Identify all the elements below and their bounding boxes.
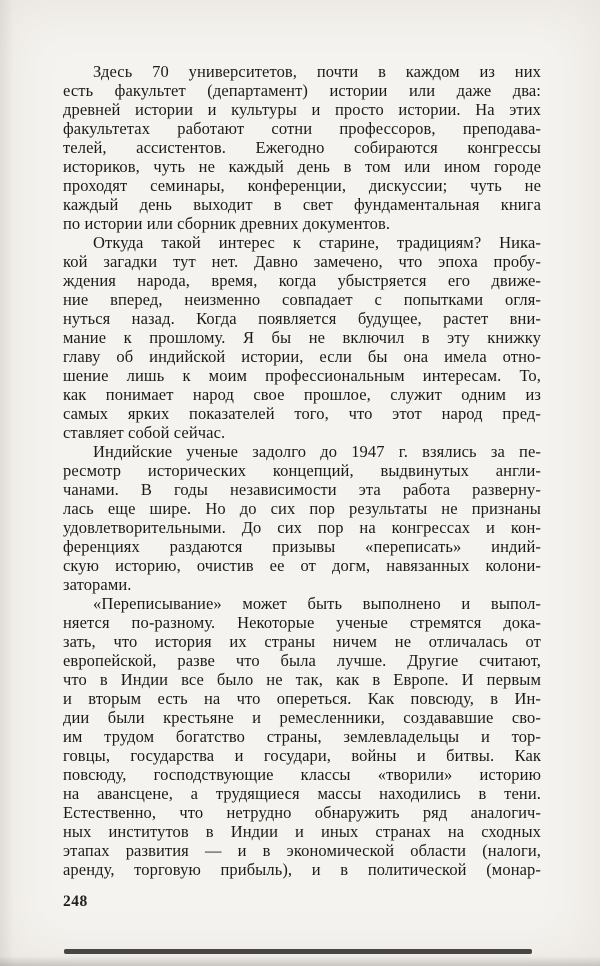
text-line: мание к прошлому. Я бы не включил в эту книжку bbox=[63, 328, 541, 347]
text-line: на авансцене, а трудящиеся массы находились в тени. bbox=[63, 784, 541, 803]
text-line: нуться назад. Когда появляется будущее, растет вни- bbox=[63, 309, 541, 328]
scan-artifact-bottom-line bbox=[64, 949, 532, 954]
text-line: ждения народа, время, когда убыстряется его движе- bbox=[63, 271, 541, 290]
text-line: каждый день выходит в свет фундаментальная книга bbox=[63, 195, 541, 214]
text-line: лась еще шире. Но до сих пор результаты не признаны bbox=[63, 499, 541, 518]
text-line: чанами. В годы независимости эта работа разверну- bbox=[63, 480, 541, 499]
text-line: по истории или сборник древних документов. bbox=[63, 214, 391, 233]
text-line: проходят семинары, конференции, дискуссии; чуть не bbox=[63, 176, 541, 195]
text-line: как понимает народ свое прошлое, служит одним из bbox=[63, 385, 541, 404]
text-line: аренду, торговую прибыль), и в политической (монар- bbox=[63, 860, 541, 879]
text-line: ставляет собой сейчас. bbox=[63, 423, 226, 442]
scan-edge-shadow-left bbox=[0, 0, 14, 966]
text-line: европейской, разве что была лучше. Другие считают, bbox=[63, 651, 541, 670]
text-line: ресмотр исторических концепций, выдвинутых англи- bbox=[63, 461, 541, 480]
text-line: есть факультет (департамент) истории или даже два: bbox=[63, 81, 541, 100]
text-line: Здесь 70 университетов, почти в каждом из них bbox=[93, 62, 541, 81]
text-line: удовлетворительными. До сих пор на конгрессах и кон- bbox=[63, 518, 541, 537]
text-line: дии были крестьяне и ремесленники, создававшие сво- bbox=[63, 708, 541, 727]
text-line: скую историю, очистив ее от догм, навязанных колони- bbox=[63, 556, 541, 575]
text-line: ных институтов в Индии и иных странах на сходных bbox=[63, 822, 541, 841]
text-line: древней истории и культуры и просто истории. На этих bbox=[63, 100, 541, 119]
page-number: 248 bbox=[63, 893, 88, 910]
text-line: самых ярких показателей того, что этот народ пред- bbox=[63, 404, 541, 423]
text-line: зать, что история их страны ничем не отличалась от bbox=[63, 632, 541, 651]
text-line: телей, ассистентов. Ежегодно собираются конгрессы bbox=[63, 138, 541, 157]
text-line: Откуда такой интерес к старине, традициям? Ника- bbox=[93, 233, 541, 252]
text-line: Естественно, что нетрудно обнаружить ряд аналогич- bbox=[63, 803, 541, 822]
text-line: «Переписывание» может быть выполнено и выпол- bbox=[93, 594, 541, 613]
text-line: шение лишь к моим профессиональным интересам. То, bbox=[63, 366, 541, 385]
text-line: им трудом богатство страны, землевладельцы и тор- bbox=[63, 727, 541, 746]
text-line: главу об индийской истории, если бы она имела отно- bbox=[63, 347, 541, 366]
text-line: что в Индии все было не так, как в Европе. И первым bbox=[63, 670, 541, 689]
scan-edge-shadow-bottom bbox=[0, 956, 600, 966]
text-line: историков, чуть не каждый день в том или ином городе bbox=[63, 157, 541, 176]
text-line: заторами. bbox=[63, 575, 132, 594]
text-line: и вторым есть на что опереться. Как повсюду, в Ин- bbox=[63, 689, 541, 708]
text-line: факультетах работают сотни профессоров, преподава- bbox=[63, 119, 541, 138]
text-line: ние вперед, неизменно совпадает с попытками огля- bbox=[63, 290, 541, 309]
text-line: повсюду, господствующие классы «творили» историю bbox=[63, 765, 541, 784]
text-line: говцы, государства и государи, войны и битвы. Как bbox=[63, 746, 541, 765]
text-line: няется по-разному. Некоторые ученые стремятся дока- bbox=[63, 613, 541, 632]
text-line: этапах развития — и в экономической области (налоги, bbox=[63, 841, 541, 860]
text-line: ференциях раздаются призывы «переписать» индий- bbox=[63, 537, 541, 556]
text-block bbox=[63, 62, 541, 879]
text-line: кой загадки тут нет. Давно замечено, что эпоха пробу- bbox=[63, 252, 541, 271]
text-line: Индийские ученые задолго до 1947 г. взялись за пе- bbox=[93, 442, 541, 461]
